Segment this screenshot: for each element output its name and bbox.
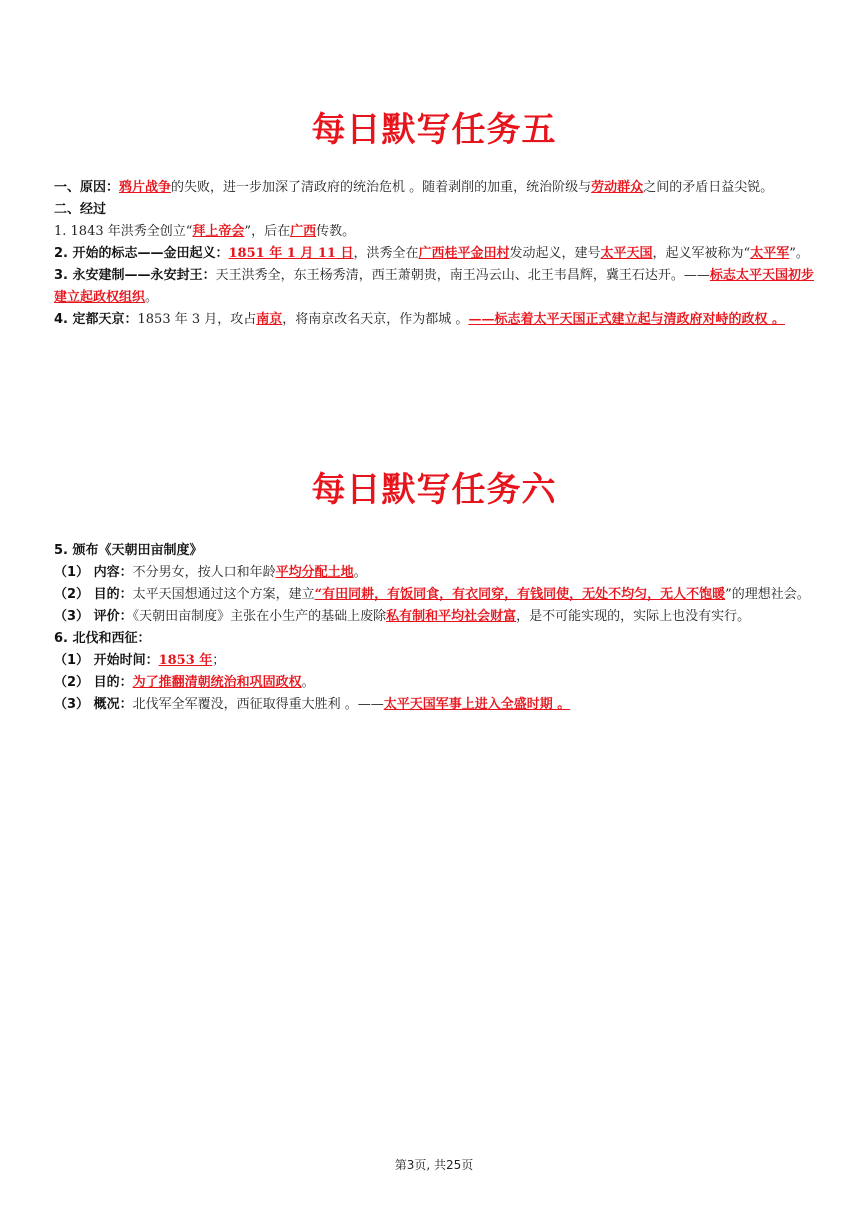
item-label: 3. 永安建制——永安封王： [54,268,216,283]
answer-text: 为了推翻清朝统治和巩固政权 [132,675,302,690]
item-5-purpose [54,584,814,606]
body-text: 。 [301,675,315,690]
answer-text: 1853 年 [158,653,213,668]
answer-text: 广西 [290,224,317,239]
answer-text: 太平军 [750,246,790,261]
body-text: 1853 年 3 月，攻占 [137,312,257,327]
answer-text: 太平天国军事上进入全盛时期 。 [383,697,571,712]
answer-text: 太平天国 [600,246,653,261]
item-label: （3） 评价： [54,609,133,624]
item-5-evaluation [54,606,814,628]
item-3 [54,265,814,309]
item-5-heading: 5. 颁布《天朝田亩制度》 [54,543,203,558]
body-text: 1. 1843 年洪秀全创立“ [54,224,193,239]
body-text: 太平天国想通过这个方案，建立 [132,587,315,602]
item-label: （2） 目的： [54,587,133,602]
body-text: ，是不可能实现的，实际上也没有实行。 [516,609,751,624]
answer-text: 平均分配土地 [275,565,354,580]
body-text: ，起义军被称为“ [652,246,751,261]
cause-paragraph [54,177,814,199]
answer-text: 广西桂平金田村 [418,246,510,261]
body-text: ，将南京改名天京，作为都城 。 [282,312,469,327]
answer-text: 1851 年 1 月 11 日 [228,246,354,261]
section-body-task-6 [54,540,814,716]
body-text: 北伐军全军覆没，西征取得重大胜利 。—— [132,697,384,712]
section-title-task-5: 每日默写任务五 [311,110,557,150]
item-4 [54,309,814,331]
body-text: 的失败，进一步加深了清政府的统治危机 。随着剥削的加重，统治阶级与 [171,180,592,195]
body-text: 传教。 [316,224,356,239]
item-2 [54,243,814,265]
body-text: 。 [353,565,367,580]
answer-text: 私有制和平均社会财富 [386,609,517,624]
item-label: （1） 开始时间： [54,653,159,668]
body-text: 。 [145,290,159,305]
body-text: 《天朝田亩制度》主张在小生产的基础上废除 [132,609,387,624]
process-heading: 二、经过 [54,202,107,217]
body-text: ； [212,653,226,668]
body-text: ”。 [789,246,809,261]
item-label: （3） 概况： [54,697,133,712]
section-title-task-6: 每日默写任务六 [311,470,557,510]
body-text: ”，后在 [244,224,291,239]
item-6-overview [54,694,814,716]
item-6-heading: 6. 北伐和西征： [54,631,151,646]
item-5-content [54,562,814,584]
item-6-purpose [54,672,814,694]
answer-text: 标志太平天国初步建立起政权组织 [54,268,814,305]
answer-text: 拜上帝会 [192,224,245,239]
answer-text: 劳动群众 [591,180,644,195]
body-text: 之间的矛盾日益尖锐。 [643,180,774,195]
item-1 [54,221,814,243]
page-number: 第3页, 共25页 [394,1158,474,1172]
item-label: 4. 定都天京： [54,312,138,327]
item-label: （2） 目的： [54,675,133,690]
item-6-start-time [54,650,814,672]
cause-label: 一、原因： [54,180,120,195]
section-body-task-5 [54,177,814,331]
answer-text: “有田同耕，有饭同食，有衣同穿，有钱同使，无处不均匀，无人不饱暖 [314,587,726,602]
body-text: 发动起义，建号 [509,246,601,261]
answer-text: 鸦片战争 [119,180,172,195]
answer-text: ——标志着太平天国正式建立起与清政府对峙的政权 。 [468,312,785,327]
body-text: 天王洪秀全，东王杨秀清，西王萧朝贵，南王冯云山、北王韦昌辉，冀王石达开。—— [215,268,710,283]
body-text: ”的理想社会。 [725,587,810,602]
item-label: 2. 开始的标志——金田起义： [54,246,229,261]
item-label: （1） 内容： [54,565,133,580]
body-text: 不分男女，按人口和年龄 [132,565,276,580]
answer-text: 南京 [256,312,283,327]
body-text: ，洪秀全在 [353,246,419,261]
